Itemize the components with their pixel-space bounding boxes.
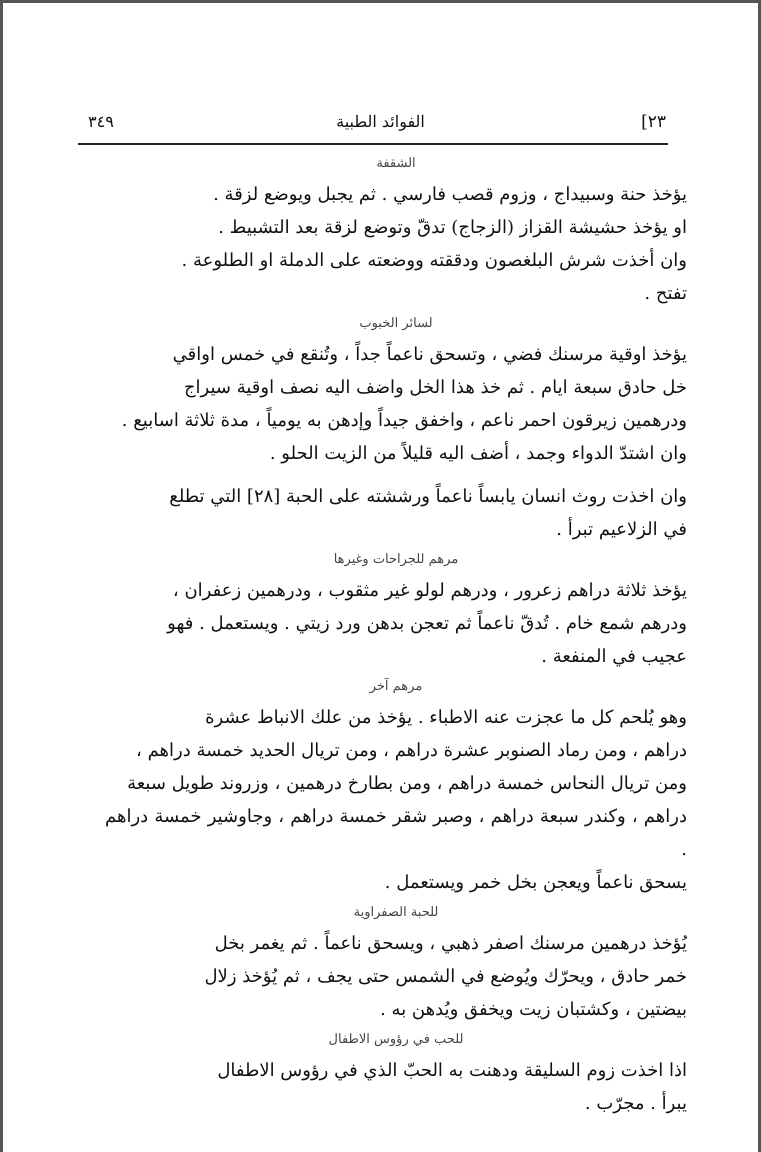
text-line: عجيب في المنفعة . [541, 646, 687, 667]
text-line: يبرأ . مجرّب . [584, 1093, 687, 1114]
running-title: الفوائد الطبية [336, 112, 425, 131]
section-text [105, 1054, 687, 1120]
section-yellow-pimple [105, 903, 687, 1026]
folio-number: ٣٤٩ [88, 112, 114, 131]
text-line: يؤخذ اوقية مرسنك فضي ، وتسحق ناعماً جداً ، وتُنقع في خمس اواقي [172, 344, 687, 365]
section-children-scalp [105, 1030, 687, 1120]
text-line: وان أخذت شرش البلغصون ودققته ووضعته على الدملة او الطلوعة . [181, 250, 687, 271]
text-line: بيضتين ، وكشتبان زيت ويخفق ويُدهن به . [380, 999, 687, 1020]
section-shaqfa [105, 154, 687, 310]
text-line: اذا اخذت زوم السليقة ودهنت به الحبّ الذي في رؤوس الاطفال [217, 1060, 687, 1081]
text-line: خل حادق سبعة ايام . ثم خذ هذا الخل واضف اليه نصف اوقية سيراج [183, 377, 687, 398]
section-title: مرهم للجراحات وغيرها [333, 552, 459, 567]
text-line: خمر حادق ، ويحرّك ويُوضع في الشمس حتى يجف ، ثم يُؤخذ زلال [204, 966, 687, 987]
text-line: تفتح . [644, 283, 687, 304]
section-khubub [105, 314, 687, 546]
scan-border-top [0, 0, 761, 3]
page-body [105, 150, 687, 1120]
section-text [105, 701, 687, 899]
text-line: دراهم ، وكندر سبعة دراهم ، وصبر شقر خمسة دراهم ، وجاوشير خمسة دراهم . [105, 806, 687, 860]
text-line: يؤخذ ثلاثة دراهم زعرور ، ودرهم لولو غير مثقوب ، ودرهمين زعفران ، [172, 580, 687, 601]
text-line: ودرهمين زيرقون احمر ناعم ، واخفق جيداً وإدهن به يومياً ، مدة ثلاثة اسابيع . [121, 410, 687, 431]
section-text [105, 338, 687, 546]
text-line: او يؤخذ حشيشة القزاز (الزجاج) تدقّ وتوضع لزقة بعد التشبيط . [218, 217, 687, 238]
header-rule [78, 143, 668, 145]
section-ointment-wounds [105, 550, 687, 673]
text-line: يُؤخذ درهمين مرسنك اصفر ذهبي ، ويسحق ناعماً . ثم يغمر بخل [214, 933, 687, 954]
text-line: دراهم ، ومن رماد الصنوبر عشرة دراهم ، ومن تريال الحديد خمسة دراهم ، [136, 740, 687, 761]
page-header [0, 112, 761, 142]
paragraph-gap [105, 470, 687, 480]
page-number: [٢٣ [641, 112, 666, 132]
text-line: يؤخذ حنة وسبيداج ، وزوم قصب فارسي . ثم يجبل ويوضع لزقة . [213, 184, 687, 205]
text-line: وهو يُلحم كل ما عجزت عنه الاطباء . يؤخذ من علك الانباط عشرة [205, 707, 687, 728]
section-title: الشقفة [376, 156, 416, 171]
text-line: وان اشتدّ الدواء وجمد ، أضف اليه قليلاً من الزيت الحلو . [269, 443, 687, 464]
text-line: ودرهم شمع خام . تُدقّ ناعماً ثم تعجن بدهن ورد زيتي . ويستعمل . فهو [167, 613, 687, 634]
section-title: مرهم آخر [369, 679, 423, 694]
section-title: لسائر الخبوب [359, 316, 433, 331]
scan-border-left [0, 0, 3, 1152]
text-line: يسحق ناعماً ويعجن بخل خمر ويستعمل . [384, 872, 687, 893]
section-title: للحبة الصفراوية [353, 905, 439, 920]
section-text [105, 178, 687, 310]
section-title: للحب في رؤوس الاطفال [328, 1032, 464, 1047]
section-text [105, 927, 687, 1026]
section-text [105, 574, 687, 673]
text-line: ومن تريال النحاس خمسة دراهم ، ومن بطارخ درهمين ، وزروند طويل سبعة [127, 773, 687, 794]
text-line: وان اخذت روث انسان يابساً ناعماً ورششته على الحبة [٢٨] التي تطلع [169, 486, 687, 507]
section-ointment-other [105, 677, 687, 899]
text-line: في الزلاعيم تبرأ . [556, 519, 687, 540]
